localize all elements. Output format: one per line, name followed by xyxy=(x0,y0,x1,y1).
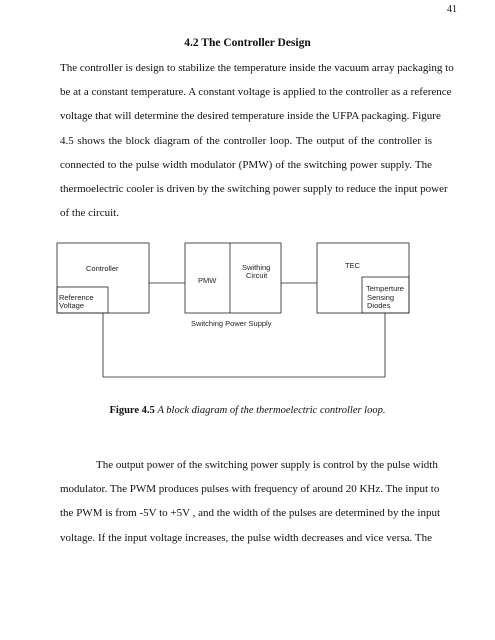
switching-circuit-label: Circuit xyxy=(246,271,268,280)
paragraph-line: of the circuit. xyxy=(60,207,119,220)
page-number: 41 xyxy=(447,4,457,15)
figure-label: Figure 4.5 xyxy=(109,405,155,416)
reference-voltage-label: Reference xyxy=(59,293,94,302)
paragraph-line: modulator. The PWM produces pulses with frequency of around 20 KHz. The input to xyxy=(60,483,440,496)
paragraph-line: The output power of the switching power supply is control by the pulse width xyxy=(96,459,438,471)
paragraph-line: voltage that will determine the desired temperature inside the UFPA packaging. Figure xyxy=(60,110,441,123)
figure-caption xyxy=(0,405,495,416)
paragraph-controller-design xyxy=(60,56,454,225)
controller-label: Controller xyxy=(86,264,119,273)
paragraph-line: voltage. If the input voltage increases, the pulse width decreases and vice versa. The xyxy=(60,531,432,544)
switching-circuit-label: Swithing xyxy=(242,263,271,272)
paragraph-line: The controller is design to stabilize the temperature inside the vacuum array packaging to xyxy=(60,62,454,74)
section-heading: 4.2 The Controller Design xyxy=(184,37,311,49)
tec-block xyxy=(317,243,409,313)
paragraph-line: thermoelectric cooler is driven by the switching power supply to reduce the input power xyxy=(60,183,448,196)
figure-caption-text: A block diagram of the thermoelectric controller loop. xyxy=(157,405,386,416)
switching-power-supply-label: Switching Power Supply xyxy=(191,319,272,328)
paragraph-pwm xyxy=(60,453,441,550)
pmw-label: PMW xyxy=(198,276,217,285)
sensing-diodes-label: Diodes xyxy=(367,301,391,310)
tec-label: TEC xyxy=(345,261,360,270)
sensing-diodes-label: Sensing xyxy=(367,293,395,302)
sensing-diodes-label: Temperture xyxy=(366,284,404,293)
paragraph-line: 4.5 shows the block diagram of the controller loop. The output of the controller is xyxy=(60,134,432,147)
paragraph-line: the PWM is from -5V to +5V , and the width of the pulses are determined by the input xyxy=(60,507,441,520)
paragraph-line: connected to the pulse width modulator (PMW) of the switching power supply. The xyxy=(60,158,432,171)
reference-voltage-label: Voltage xyxy=(59,301,85,310)
paragraph-line: be at a constant temperature. A constant voltage is applied to the controller as a reference xyxy=(60,86,452,99)
